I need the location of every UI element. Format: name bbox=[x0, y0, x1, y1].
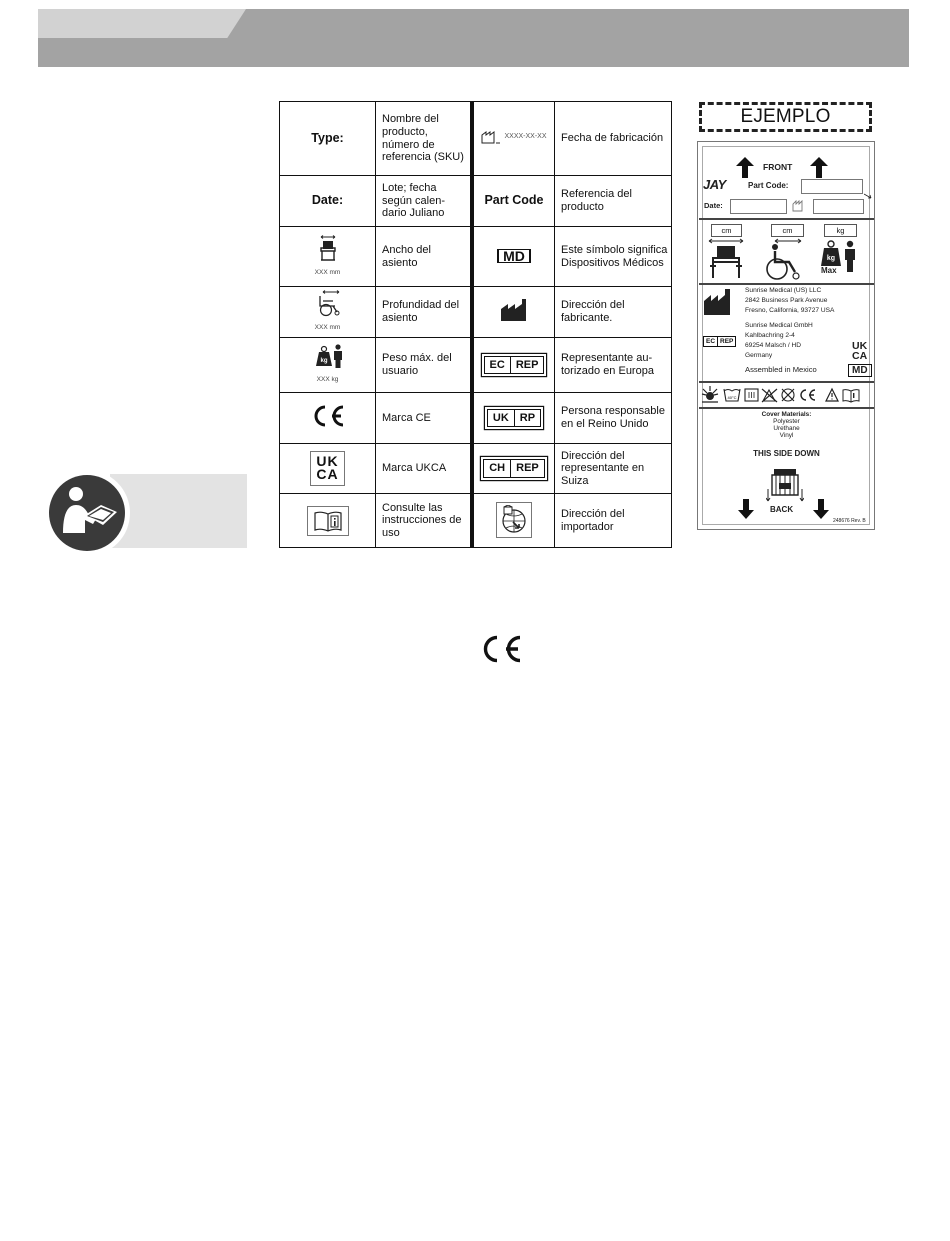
seat-depth-icon bbox=[313, 289, 343, 317]
description-cell: Marca CE bbox=[376, 393, 473, 444]
table-row bbox=[280, 176, 672, 227]
description-cell: Representante au-torizado en Europa bbox=[555, 338, 672, 393]
seat-width-icon bbox=[316, 234, 340, 262]
symbol-cell bbox=[472, 102, 555, 176]
eu-rep-line: Kahlbachring 2-4 bbox=[745, 332, 795, 339]
ca-line: CA bbox=[852, 349, 868, 362]
manufacturer-icon bbox=[499, 298, 529, 322]
header-tab bbox=[38, 9, 246, 38]
material-item: Polyester bbox=[773, 418, 800, 425]
ce-small-icon bbox=[801, 390, 815, 400]
table-row bbox=[280, 444, 672, 494]
manufacture-date-icon bbox=[481, 130, 501, 144]
material-item: Urethane bbox=[773, 425, 800, 432]
ch-text: CH bbox=[489, 462, 506, 475]
no-bleach-icon bbox=[762, 389, 777, 402]
reader-note-box bbox=[110, 474, 247, 548]
description-cell: Peso máx. del usuario bbox=[376, 338, 473, 393]
max-weight-caption: XXX kg bbox=[316, 376, 339, 383]
ch-rep-icon bbox=[483, 459, 545, 478]
date-label: Date: bbox=[704, 201, 723, 210]
weight-unit-box: kg bbox=[824, 224, 857, 237]
washing-icon bbox=[724, 389, 740, 401]
table-row bbox=[280, 494, 672, 548]
width-unit-box: cm bbox=[711, 224, 742, 237]
care-symbols-row bbox=[700, 385, 870, 405]
ec-rep-icon bbox=[484, 356, 545, 375]
small-arrow-icon bbox=[864, 193, 872, 199]
date-value-field bbox=[813, 199, 864, 214]
read-manual-icon bbox=[49, 475, 125, 551]
date-label: Date: bbox=[311, 193, 344, 208]
description-cell: Referencia del producto bbox=[555, 176, 672, 227]
md-icon: MD bbox=[497, 249, 531, 264]
instructions-icon-frame bbox=[307, 506, 349, 536]
uk-text: UK bbox=[492, 411, 509, 424]
md-icon: MD bbox=[848, 364, 872, 377]
wheelchair-width-icon bbox=[707, 238, 747, 282]
eu-rep-line: 69254 Malsch / HD bbox=[745, 342, 802, 349]
symbol-cell bbox=[472, 287, 555, 338]
back-label: BACK bbox=[770, 505, 794, 514]
brand-logo: JAY bbox=[703, 177, 726, 192]
arrow-down-icon bbox=[813, 499, 829, 519]
symbol-cell bbox=[472, 338, 555, 393]
date-format-caption: XXXX-XX-XX bbox=[504, 133, 547, 141]
table-row bbox=[280, 393, 672, 444]
part-code-label: Part Code: bbox=[748, 181, 789, 190]
front-label: FRONT bbox=[763, 162, 793, 172]
label-divider bbox=[699, 407, 874, 409]
part-code-field bbox=[801, 179, 863, 194]
no-dry-clean-icon bbox=[782, 389, 794, 401]
ukca-mark-icon bbox=[310, 451, 344, 487]
description-cell: Consulte las instrucciones de uso bbox=[376, 494, 473, 548]
type-label: Type: bbox=[311, 130, 344, 145]
manufacture-date-icon bbox=[792, 199, 808, 212]
manufacturer-line: Sunrise Medical (US) LLC bbox=[745, 287, 822, 294]
symbol-cell bbox=[472, 444, 555, 494]
label-divider bbox=[699, 218, 874, 220]
description-cell: Ancho del asiento bbox=[376, 227, 473, 287]
importer-icon-frame bbox=[496, 502, 532, 538]
rep-text: REP bbox=[510, 357, 544, 374]
wheelchair-depth-icon bbox=[761, 238, 805, 282]
instructions-icon bbox=[313, 510, 343, 532]
uk-line: UK bbox=[316, 452, 339, 469]
arrow-down-icon bbox=[738, 499, 754, 519]
table-row bbox=[280, 338, 672, 393]
table-row bbox=[280, 227, 672, 287]
warning-icon bbox=[826, 389, 838, 401]
symbol-table bbox=[279, 101, 672, 548]
eu-rep-line: Sunrise Medical GmbH bbox=[745, 322, 813, 329]
symbol-cell bbox=[280, 176, 376, 227]
symbol-cell bbox=[280, 227, 376, 287]
ukca-mark bbox=[852, 342, 867, 361]
label-divider bbox=[699, 381, 874, 383]
importer-icon bbox=[499, 505, 529, 535]
description-cell: Dirección del importador bbox=[555, 494, 672, 548]
rep-text: REP bbox=[717, 337, 735, 346]
ec-text: EC bbox=[489, 358, 505, 371]
description-cell: Fecha de fabricación bbox=[555, 102, 672, 176]
manufacturer-line: Fresno, California, 93727 USA bbox=[745, 307, 835, 314]
description-cell: Dirección del fabricante. bbox=[555, 287, 672, 338]
instructions-small-icon bbox=[843, 390, 859, 402]
symbol-cell bbox=[280, 102, 376, 176]
description-cell: Profundidad del asiento bbox=[376, 287, 473, 338]
date-field bbox=[730, 199, 787, 214]
table-row bbox=[280, 102, 672, 176]
table-row bbox=[280, 287, 672, 338]
rep-text: REP bbox=[510, 460, 544, 477]
symbol-cell bbox=[280, 287, 376, 338]
tumble-dry-icon bbox=[745, 389, 758, 401]
ec-rep-icon bbox=[703, 336, 736, 347]
assembled-text: Assembled in Mexico bbox=[745, 365, 817, 374]
example-title: EJEMPLO bbox=[740, 106, 831, 127]
label-divider bbox=[699, 283, 874, 285]
side-down-text: THIS SIDE DOWN bbox=[753, 449, 820, 458]
manufacturer-icon bbox=[703, 288, 733, 316]
description-cell: Nombre del producto, número de referencia (SKU) bbox=[376, 102, 473, 176]
symbol-cell bbox=[472, 393, 555, 444]
cushion-illustration-icon bbox=[766, 465, 804, 503]
manufacturer-line: 2842 Business Park Avenue bbox=[745, 297, 828, 304]
description-cell: Dirección del representante en Suiza bbox=[555, 444, 672, 494]
description-cell: Marca UKCA bbox=[376, 444, 473, 494]
arrow-up-icon bbox=[809, 157, 829, 178]
max-user-weight-icon bbox=[313, 343, 343, 369]
kg-glyph: kg bbox=[319, 358, 328, 365]
uk-rp-icon bbox=[487, 409, 541, 428]
keep-away-sun-icon bbox=[702, 386, 718, 402]
max-label: Max bbox=[821, 266, 837, 275]
kg-glyph: kg bbox=[826, 255, 836, 262]
symbol-cell bbox=[472, 494, 555, 548]
symbol-cell bbox=[280, 338, 376, 393]
rp-text: RP bbox=[514, 410, 540, 427]
ce-mark-icon bbox=[478, 634, 524, 664]
description-cell: Lote; fecha según calen-dario Juliano bbox=[376, 176, 473, 227]
part-code-label: Part Code bbox=[484, 193, 544, 208]
svg-text:40°C: 40°C bbox=[727, 395, 737, 400]
seat-depth-caption: XXX mm bbox=[314, 324, 341, 331]
material-item: Vinyl bbox=[779, 432, 794, 439]
seat-width-caption: XXX mm bbox=[314, 268, 341, 276]
symbol-cell bbox=[280, 494, 376, 548]
ec-text: EC bbox=[706, 338, 716, 345]
cover-materials-title: Cover Materials: bbox=[761, 411, 812, 418]
description-cell: Persona responsable en el Reino Unido bbox=[555, 393, 672, 444]
arrow-up-icon bbox=[735, 157, 755, 178]
symbol-cell bbox=[280, 444, 376, 494]
eu-rep-line: Germany bbox=[745, 352, 773, 359]
ca-line: CA bbox=[316, 465, 339, 482]
symbol-cell bbox=[472, 176, 555, 227]
symbol-cell bbox=[280, 393, 376, 444]
description-cell: Este símbolo significa Dispositivos Médicos bbox=[555, 227, 672, 287]
symbol-cell bbox=[472, 227, 555, 287]
uk-line: UK bbox=[852, 340, 868, 352]
ce-mark-icon bbox=[310, 404, 346, 428]
depth-unit-box: cm bbox=[771, 224, 804, 237]
revision-text: 248676 Rev. B bbox=[833, 518, 866, 524]
